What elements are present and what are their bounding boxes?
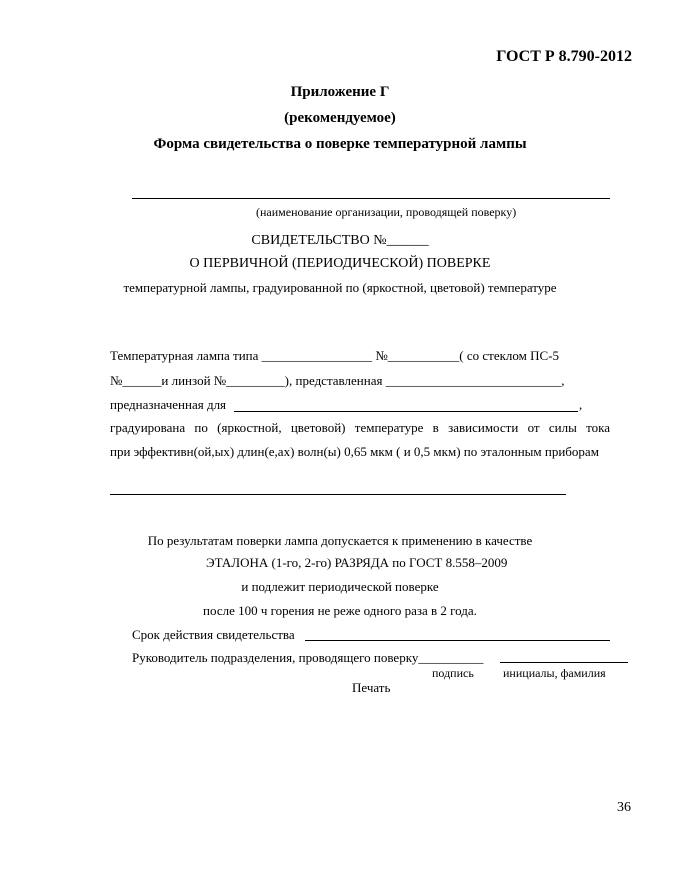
- form-title: Форма свидетельства о поверке температурной лампы: [153, 136, 527, 152]
- appendix-title: Приложение Г: [290, 84, 390, 100]
- org-name-caption: (наименование организации, проводящей поверку): [256, 205, 517, 219]
- result-line-4: после 100 ч горения не реже одного раза в 2 года.: [203, 603, 477, 618]
- result-line-2: ЭТАЛОНА (1-го, 2-го) РАЗРЯДА по ГОСТ 8.558–2009: [206, 555, 508, 570]
- validity-line: [305, 640, 610, 641]
- appendix-status: (рекомендуемое): [284, 110, 396, 126]
- org-name-line: [132, 198, 610, 199]
- purpose-label: предназначенная для: [110, 397, 227, 412]
- certificate-number: СВИДЕТЕЛЬСТВО №______: [251, 233, 429, 248]
- document-header: ГОСТ Р 8.790-2012: [496, 48, 632, 65]
- lens-line: №______и линзой №_________), представленная ___________________________,: [110, 373, 565, 388]
- validity-label: Срок действия свидетельства: [132, 627, 295, 642]
- calibration-line: градуирована по (яркостной, цветовой) температуре в зависимости от силы тока: [110, 420, 610, 435]
- name-caption: инициалы, фамилия: [503, 666, 606, 680]
- signature-label: Руководитель подразделения, проводящего поверку__________: [132, 650, 484, 665]
- signature-caption: подпись: [432, 666, 474, 680]
- lamp-type-line: Температурная лампа типа _________________ №___________( со стеклом ПС-5: [110, 348, 560, 363]
- result-line-3: и подлежит периодической поверке: [241, 579, 439, 594]
- purpose-comma: ,: [579, 397, 583, 412]
- name-line: [500, 662, 628, 663]
- wavelength-line: при эффективн(ой,ых) длин(е,ах) волн(ы) 0,65 мкм ( и 0,5 мкм) по эталонным приборам: [110, 444, 599, 459]
- result-line-1: По результатам поверки лампа допускается к применению в качестве: [147, 533, 533, 548]
- purpose-line: [234, 411, 578, 412]
- certificate-type: О ПЕРВИЧНОЙ (ПЕРИОДИЧЕСКОЙ) ПОВЕРКЕ: [189, 256, 491, 271]
- certificate-description: температурной лампы, градуированной по (яркостной, цветовой) температуре: [123, 280, 557, 295]
- page-number: 36: [617, 800, 631, 815]
- stamp-label: Печать: [352, 680, 391, 695]
- reference-instruments-line: [110, 494, 566, 495]
